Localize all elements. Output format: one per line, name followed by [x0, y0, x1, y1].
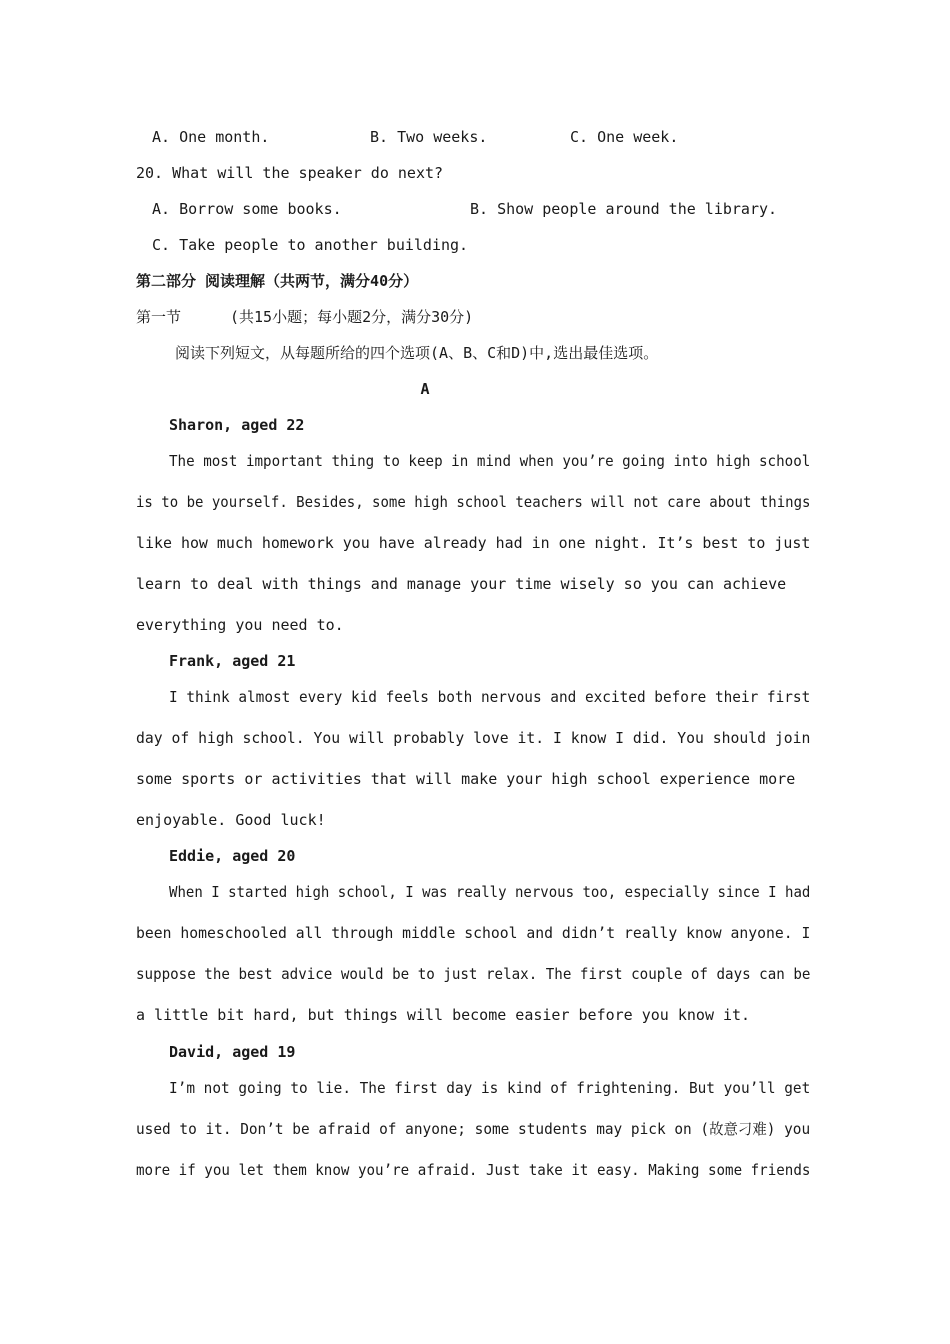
speaker-name-david: David, aged 19: [169, 1043, 296, 1061]
paragraph-line: been homeschooled all through middle school and didn’t really know anyone. I: [136, 924, 811, 942]
speaker-name-sharon: Sharon, aged 22: [169, 416, 305, 434]
paragraph-line: suppose the best advice would be to just relax. The first couple of days can be: [136, 965, 811, 983]
q20-question: 20. What will the speaker do next?: [136, 164, 444, 182]
paragraph-line: learn to deal with things and manage your time wisely so you can achieve: [136, 575, 787, 593]
section-label: 第一节: [136, 308, 182, 326]
paragraph-line: used to it. Don’t be afraid of anyone; some students may pick on (故意刁难) you: [136, 1120, 811, 1138]
paragraph-line: a little bit hard, but things will become easier before you know it.: [136, 1006, 751, 1024]
q20-option-b: B. Show people around the library.: [470, 200, 778, 218]
paragraph-line: everything you need to.: [136, 616, 344, 634]
paragraph-line: I think almost every kid feels both nervous and excited before their first: [169, 688, 811, 706]
paragraph-line: like how much homework you have already had in one night. It’s best to just: [136, 534, 811, 552]
speaker-name-eddie: Eddie, aged 20: [169, 847, 296, 865]
part2-heading: 第二部分 阅读理解（共两节，满分40分）: [136, 272, 419, 290]
paragraph-line: The most important thing to keep in mind when you’re going into high school: [169, 452, 811, 470]
q20-option-c: C. Take people to another building.: [152, 236, 469, 254]
paragraph-line: more if you let them know you’re afraid. Just take it easy. Making some friends: [136, 1161, 811, 1179]
speaker-name-frank: Frank, aged 21: [169, 652, 296, 670]
q20-option-a: A. Borrow some books.: [152, 200, 342, 218]
section-description: (共15小题；每小题2分，满分30分): [230, 308, 474, 326]
q19-option-c: C. One week.: [570, 128, 679, 146]
paragraph-line: When I started high school, I was really nervous too, especially since I had: [169, 883, 811, 901]
q19-option-b: B. Two weeks.: [370, 128, 488, 146]
paragraph-line: is to be yourself. Besides, some high school teachers will not care about things: [136, 493, 811, 511]
reading-instruction: 阅读下列短文，从每题所给的四个选项(A、B、C和D)中,选出最佳选项。: [175, 344, 659, 362]
paragraph-line: day of high school. You will probably love it. I know I did. You should join: [136, 729, 811, 747]
paragraph-line: I’m not going to lie. The first day is kind of frightening. But you’ll get: [169, 1079, 811, 1097]
passage-letter: A: [420, 380, 430, 398]
paragraph-line: some sports or activities that will make your high school experience more: [136, 770, 796, 788]
q19-option-a: A. One month.: [152, 128, 270, 146]
paragraph-line: enjoyable. Good luck!: [136, 811, 326, 829]
